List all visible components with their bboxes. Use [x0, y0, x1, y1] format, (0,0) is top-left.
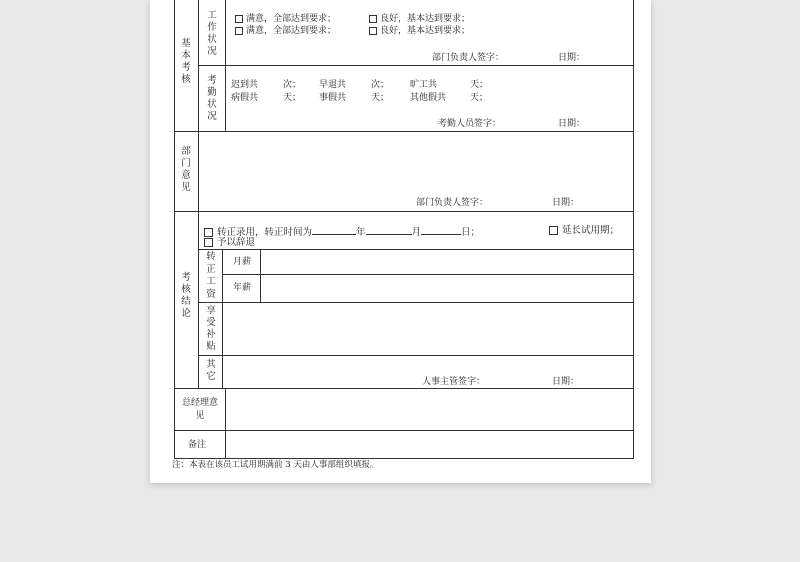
divider: [260, 249, 261, 302]
annual-salary-label: 年薪: [233, 283, 252, 293]
basic-assessment-label: 基本考核: [181, 38, 191, 85]
divider: [198, 65, 633, 66]
divider: [222, 274, 633, 275]
checkbox[interactable]: [369, 15, 377, 23]
late-unit: 次；: [283, 80, 302, 90]
extend-option[interactable]: [549, 225, 619, 236]
salary-label: 转正工资: [206, 251, 216, 300]
dept-opinion-label: 部门意见: [181, 146, 191, 193]
option-text: 良好，基本达到要求；: [380, 26, 471, 36]
divider: [225, 388, 226, 459]
footnote: 注：本表在该员工试用期满前 3 天由人事部组织填报。: [172, 460, 379, 470]
divider: [198, 249, 633, 250]
work-option-4[interactable]: [369, 26, 470, 37]
other-leave-label: 其他假共: [410, 93, 447, 103]
subsidy-label: 享受补贴: [206, 305, 216, 352]
divider: [198, 211, 199, 388]
table-left-border: [174, 0, 175, 459]
option-text: 满意，全部达到要求；: [246, 14, 337, 24]
absent-unit: 天；: [470, 80, 489, 90]
form-paper: [150, 0, 651, 483]
divider: [198, 131, 199, 211]
sick-unit: 天；: [283, 93, 302, 103]
work-date-label: 日期：: [558, 53, 586, 63]
remark-label: 备注: [188, 440, 207, 450]
hr-sign-label: 人事主管签字：: [422, 377, 486, 387]
checkbox[interactable]: [235, 15, 243, 23]
checkbox[interactable]: [204, 238, 213, 247]
absent-label: 旷工共: [410, 80, 438, 90]
work-option-1[interactable]: [235, 14, 336, 25]
checkbox[interactable]: [549, 226, 558, 235]
hr-date-label: 日期：: [552, 377, 580, 387]
divider: [222, 249, 223, 388]
early-label: 早退共: [319, 80, 347, 90]
divider: [198, 302, 633, 303]
attendance-date-label: 日期：: [558, 119, 586, 129]
table-bottom-border: [174, 458, 634, 459]
year-blank[interactable]: [312, 225, 356, 235]
month-text: 月: [411, 227, 422, 238]
conclusion-label: 考核结论: [181, 272, 191, 319]
work-sign-label: 部门负责人签字：: [432, 53, 505, 63]
monthly-salary-label: 月薪: [233, 257, 252, 267]
year-text: 年: [356, 227, 366, 238]
divider: [174, 211, 634, 212]
option-text: 转正录用，转正时间为: [217, 227, 313, 238]
dismiss-option[interactable]: [204, 237, 255, 248]
option-text: 延长试用期；: [562, 225, 620, 236]
checkbox[interactable]: [204, 228, 213, 237]
option-text: 予以辞退: [217, 237, 256, 248]
divider: [174, 430, 634, 431]
gm-opinion-text: 总经理意见: [181, 398, 218, 421]
attendance-label: 考勤状况: [207, 75, 217, 122]
month-blank[interactable]: [366, 225, 412, 235]
early-unit: 次；: [371, 80, 390, 90]
table-right-border: [633, 0, 634, 459]
dept-date-label: 日期：: [552, 198, 580, 208]
other-label: 其它: [206, 359, 216, 382]
late-label: 迟到共: [231, 80, 259, 90]
attendance-sign-label: 考勤人员签字：: [438, 119, 502, 129]
checkbox[interactable]: [235, 27, 243, 35]
divider: [198, 355, 633, 356]
gm-opinion-label: [180, 397, 220, 423]
divider: [174, 131, 634, 132]
day-blank[interactable]: [421, 225, 461, 235]
personal-unit: 天；: [371, 93, 390, 103]
work-status-label: 工作状况: [207, 10, 217, 57]
sick-label: 病假共: [231, 93, 259, 103]
option-text: 满意，全部达到要求；: [246, 26, 337, 36]
work-option-3[interactable]: [235, 26, 336, 37]
other-leave-unit: 天；: [470, 93, 489, 103]
personal-label: 事假共: [319, 93, 347, 103]
day-text: 日；: [461, 227, 481, 238]
checkbox[interactable]: [369, 27, 377, 35]
dept-sign-label: 部门负责人签字：: [416, 198, 489, 208]
divider: [174, 388, 634, 389]
option-text: 良好，基本达到要求；: [380, 14, 471, 24]
work-option-2[interactable]: [369, 14, 470, 25]
